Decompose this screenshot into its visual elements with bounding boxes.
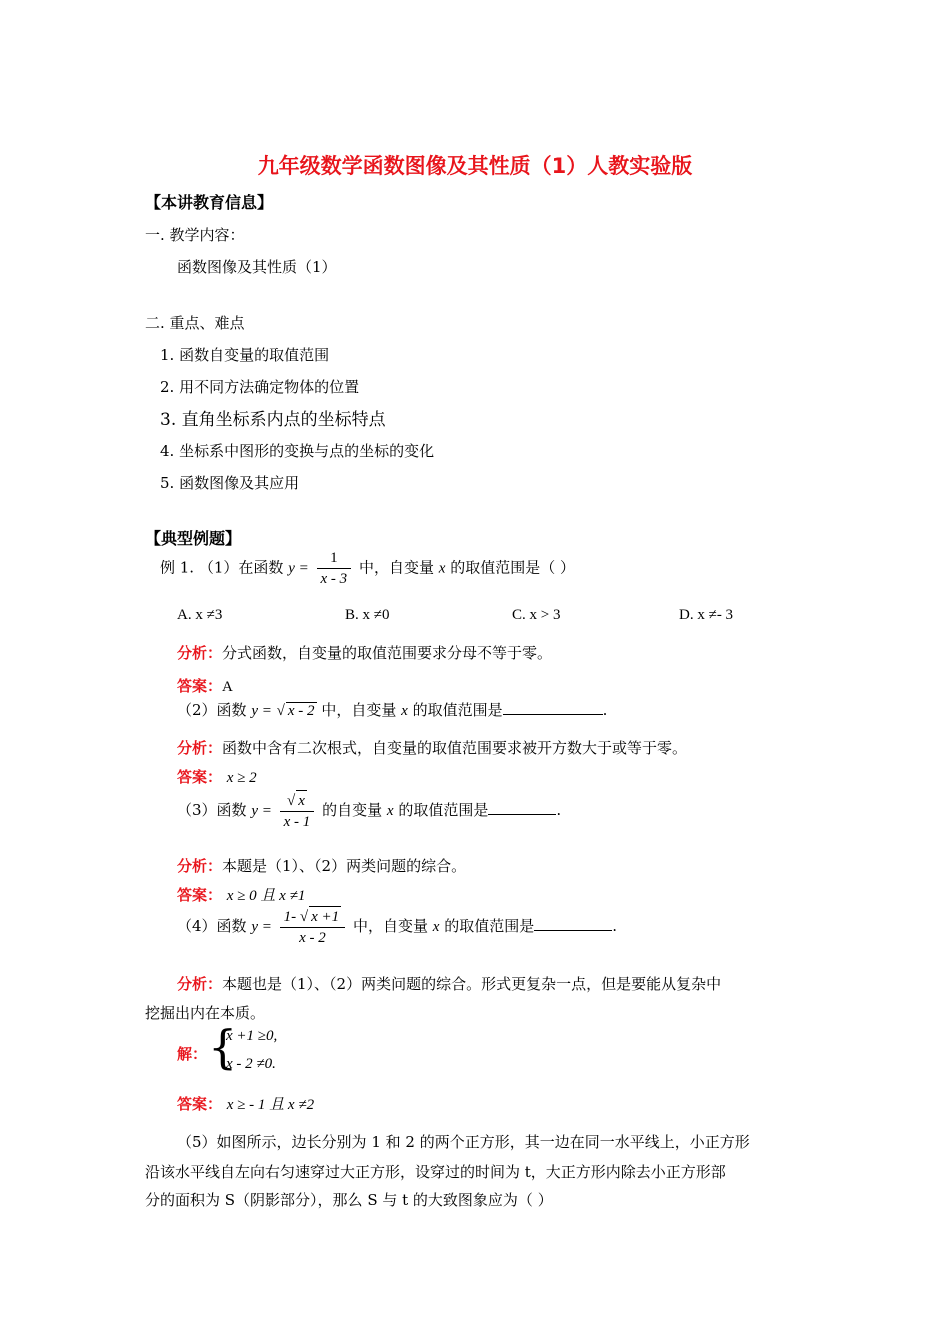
analysis-4 bbox=[177, 973, 721, 994]
solution-line-2: x - 2 ≠0. bbox=[226, 1056, 276, 1072]
answer-label: 答案： bbox=[177, 1095, 223, 1113]
question-2: （2）函数 y = √ x - 2 中，自变量 x 的取值范围是 . bbox=[177, 698, 607, 720]
answer-2-text: x ≥ 2 bbox=[226, 770, 257, 786]
key-point-3: 3. 直角坐标系内点的坐标特点 bbox=[160, 410, 386, 430]
option-b: B. x ≠0 bbox=[345, 607, 390, 623]
section-info-heading: 【本讲教育信息】 bbox=[145, 193, 274, 212]
question-4-prefix: （4）函数 bbox=[177, 917, 247, 935]
answer-label: 答案： bbox=[177, 768, 223, 786]
question-2-radicand: x - 2 bbox=[287, 703, 315, 719]
question-4-mid: 中，自变量 bbox=[352, 917, 428, 935]
question-1 bbox=[160, 548, 575, 589]
question-2-suffix: 的取值范围是 bbox=[412, 701, 503, 719]
question-3-var: x bbox=[386, 803, 394, 819]
answer-1 bbox=[177, 675, 233, 696]
key-point-1: 1. 函数自变量的取值范围 bbox=[160, 346, 330, 364]
answer-4-text: x ≥ - 1 且 x ≠2 bbox=[226, 1097, 315, 1113]
question-1-fraction bbox=[317, 548, 352, 589]
teaching-content-label: 一. 教学内容： bbox=[145, 226, 245, 244]
left-brace: { bbox=[208, 1020, 238, 1074]
answer-4 bbox=[177, 1093, 314, 1114]
question-2-y: y = bbox=[251, 703, 272, 719]
fraction-numerator: √ x bbox=[280, 790, 315, 811]
solution-line-1: x +1 ≥0, bbox=[226, 1028, 278, 1044]
solution-label: 解： bbox=[177, 1045, 208, 1063]
analysis-4-text: 本题也是（1）、（2）两类问题的综合。形式更复杂一点，但是要能从复杂中 bbox=[222, 975, 722, 993]
fraction-denominator: x - 2 bbox=[280, 927, 346, 948]
numerator-part: 1- bbox=[283, 909, 300, 925]
answer-blank bbox=[488, 798, 556, 815]
fraction-numerator: 1 bbox=[330, 550, 338, 566]
answer-blank bbox=[534, 914, 612, 931]
question-3-suffix: 的取值范围是 bbox=[398, 801, 489, 819]
question-5-line-2: 沿该水平线自左向右匀速穿过大正方形，设穿过的时间为 t，大正方形内除去小正方形部 bbox=[145, 1163, 726, 1181]
fraction-denominator: x - 3 bbox=[317, 568, 352, 589]
analysis-label: 分析： bbox=[177, 739, 223, 757]
question-3-prefix: （3）函数 bbox=[177, 801, 247, 819]
option-a: A. x ≠3 bbox=[177, 607, 223, 623]
answer-3-text: x ≥ 0 且 x ≠1 bbox=[226, 888, 306, 904]
question-1-y: y = bbox=[288, 560, 309, 577]
option-d: D. x ≠- 3 bbox=[679, 607, 734, 623]
answer-label: 答案： bbox=[177, 886, 223, 904]
question-4-radicand: x +1 bbox=[309, 906, 341, 927]
analysis-3-text: 本题是（1）、（2）两类问题的综合。 bbox=[222, 857, 467, 875]
option-c: C. x > 3 bbox=[512, 607, 561, 623]
question-4-y: y = bbox=[251, 919, 272, 935]
fraction-numerator: 1- √ x +1 bbox=[280, 906, 346, 927]
question-2-var: x bbox=[401, 703, 408, 719]
question-1-suffix: 的取值范围是（ ） bbox=[450, 558, 575, 577]
question-4-var: x bbox=[432, 919, 440, 935]
question-3-y: y = bbox=[251, 803, 272, 819]
analysis-3 bbox=[177, 855, 466, 876]
question-5-line-1: （5）如图所示，边长分别为 1 和 2 的两个正方形，其一边在同一水平线上，小正方形 bbox=[177, 1133, 750, 1151]
analysis-label: 分析： bbox=[177, 857, 223, 875]
fraction-denominator: x - 1 bbox=[280, 811, 315, 832]
question-4-suffix: 的取值范围是 bbox=[444, 917, 535, 935]
answer-label: 答案： bbox=[177, 677, 223, 695]
question-4: （4）函数 y = $\frac{1- √ x +1}{x - 2}$ 中，自变量 x 的取值范围是 . bbox=[177, 906, 617, 948]
key-point-4: 4. 坐标系中图形的变换与点的坐标的变化 bbox=[160, 442, 435, 460]
examples-heading: 【典型例题】 bbox=[145, 529, 242, 548]
question-5-line-3: 分的面积为 S（阴影部分），那么 S 与 t 的大致图象应为（ ） bbox=[145, 1191, 553, 1209]
question-2-mid: 中，自变量 bbox=[321, 701, 397, 719]
analysis-1-text: 分式函数，自变量的取值范围要求分母不等于零。 bbox=[222, 644, 553, 662]
key-points-label: 二. 重点、难点 bbox=[145, 314, 245, 332]
answer-1-text: A bbox=[222, 679, 233, 695]
question-2-prefix: （2）函数 bbox=[177, 701, 247, 719]
answer-2 bbox=[177, 766, 257, 787]
question-1-var: x bbox=[438, 560, 446, 577]
analysis-label: 分析： bbox=[177, 975, 223, 993]
key-point-2: 2. 用不同方法确定物体的位置 bbox=[160, 378, 360, 396]
sqrt-symbol: √ bbox=[276, 703, 285, 719]
question-1-prefix: 例 1. （1）在函数 bbox=[160, 558, 284, 577]
analysis-1 bbox=[177, 642, 552, 663]
question-3-fraction bbox=[280, 790, 315, 832]
question-1-mid: 中，自变量 bbox=[358, 558, 434, 577]
answer-blank bbox=[503, 698, 603, 715]
key-point-5: 5. 函数图像及其应用 bbox=[160, 474, 300, 492]
analysis-4-cont: 挖掘出内在本质。 bbox=[145, 1004, 266, 1022]
analysis-2-text: 函数中含有二次根式，自变量的取值范围要求被开方数大于或等于零。 bbox=[222, 739, 688, 757]
question-3-radicand: x bbox=[296, 790, 307, 811]
teaching-content: 函数图像及其性质（1） bbox=[177, 258, 337, 276]
analysis-2 bbox=[177, 737, 687, 758]
question-4-fraction bbox=[280, 906, 346, 948]
analysis-label: 分析： bbox=[177, 644, 223, 662]
question-3: （3）函数 y = $\frac{√ x}{x - 1}$ 的自变量 x 的取值范围是 . bbox=[177, 790, 561, 832]
answer-3 bbox=[177, 884, 305, 905]
question-3-mid: 的自变量 bbox=[322, 801, 383, 819]
page-title: 九年级数学函数图像及其性质（1）人教实验版 bbox=[257, 154, 693, 178]
